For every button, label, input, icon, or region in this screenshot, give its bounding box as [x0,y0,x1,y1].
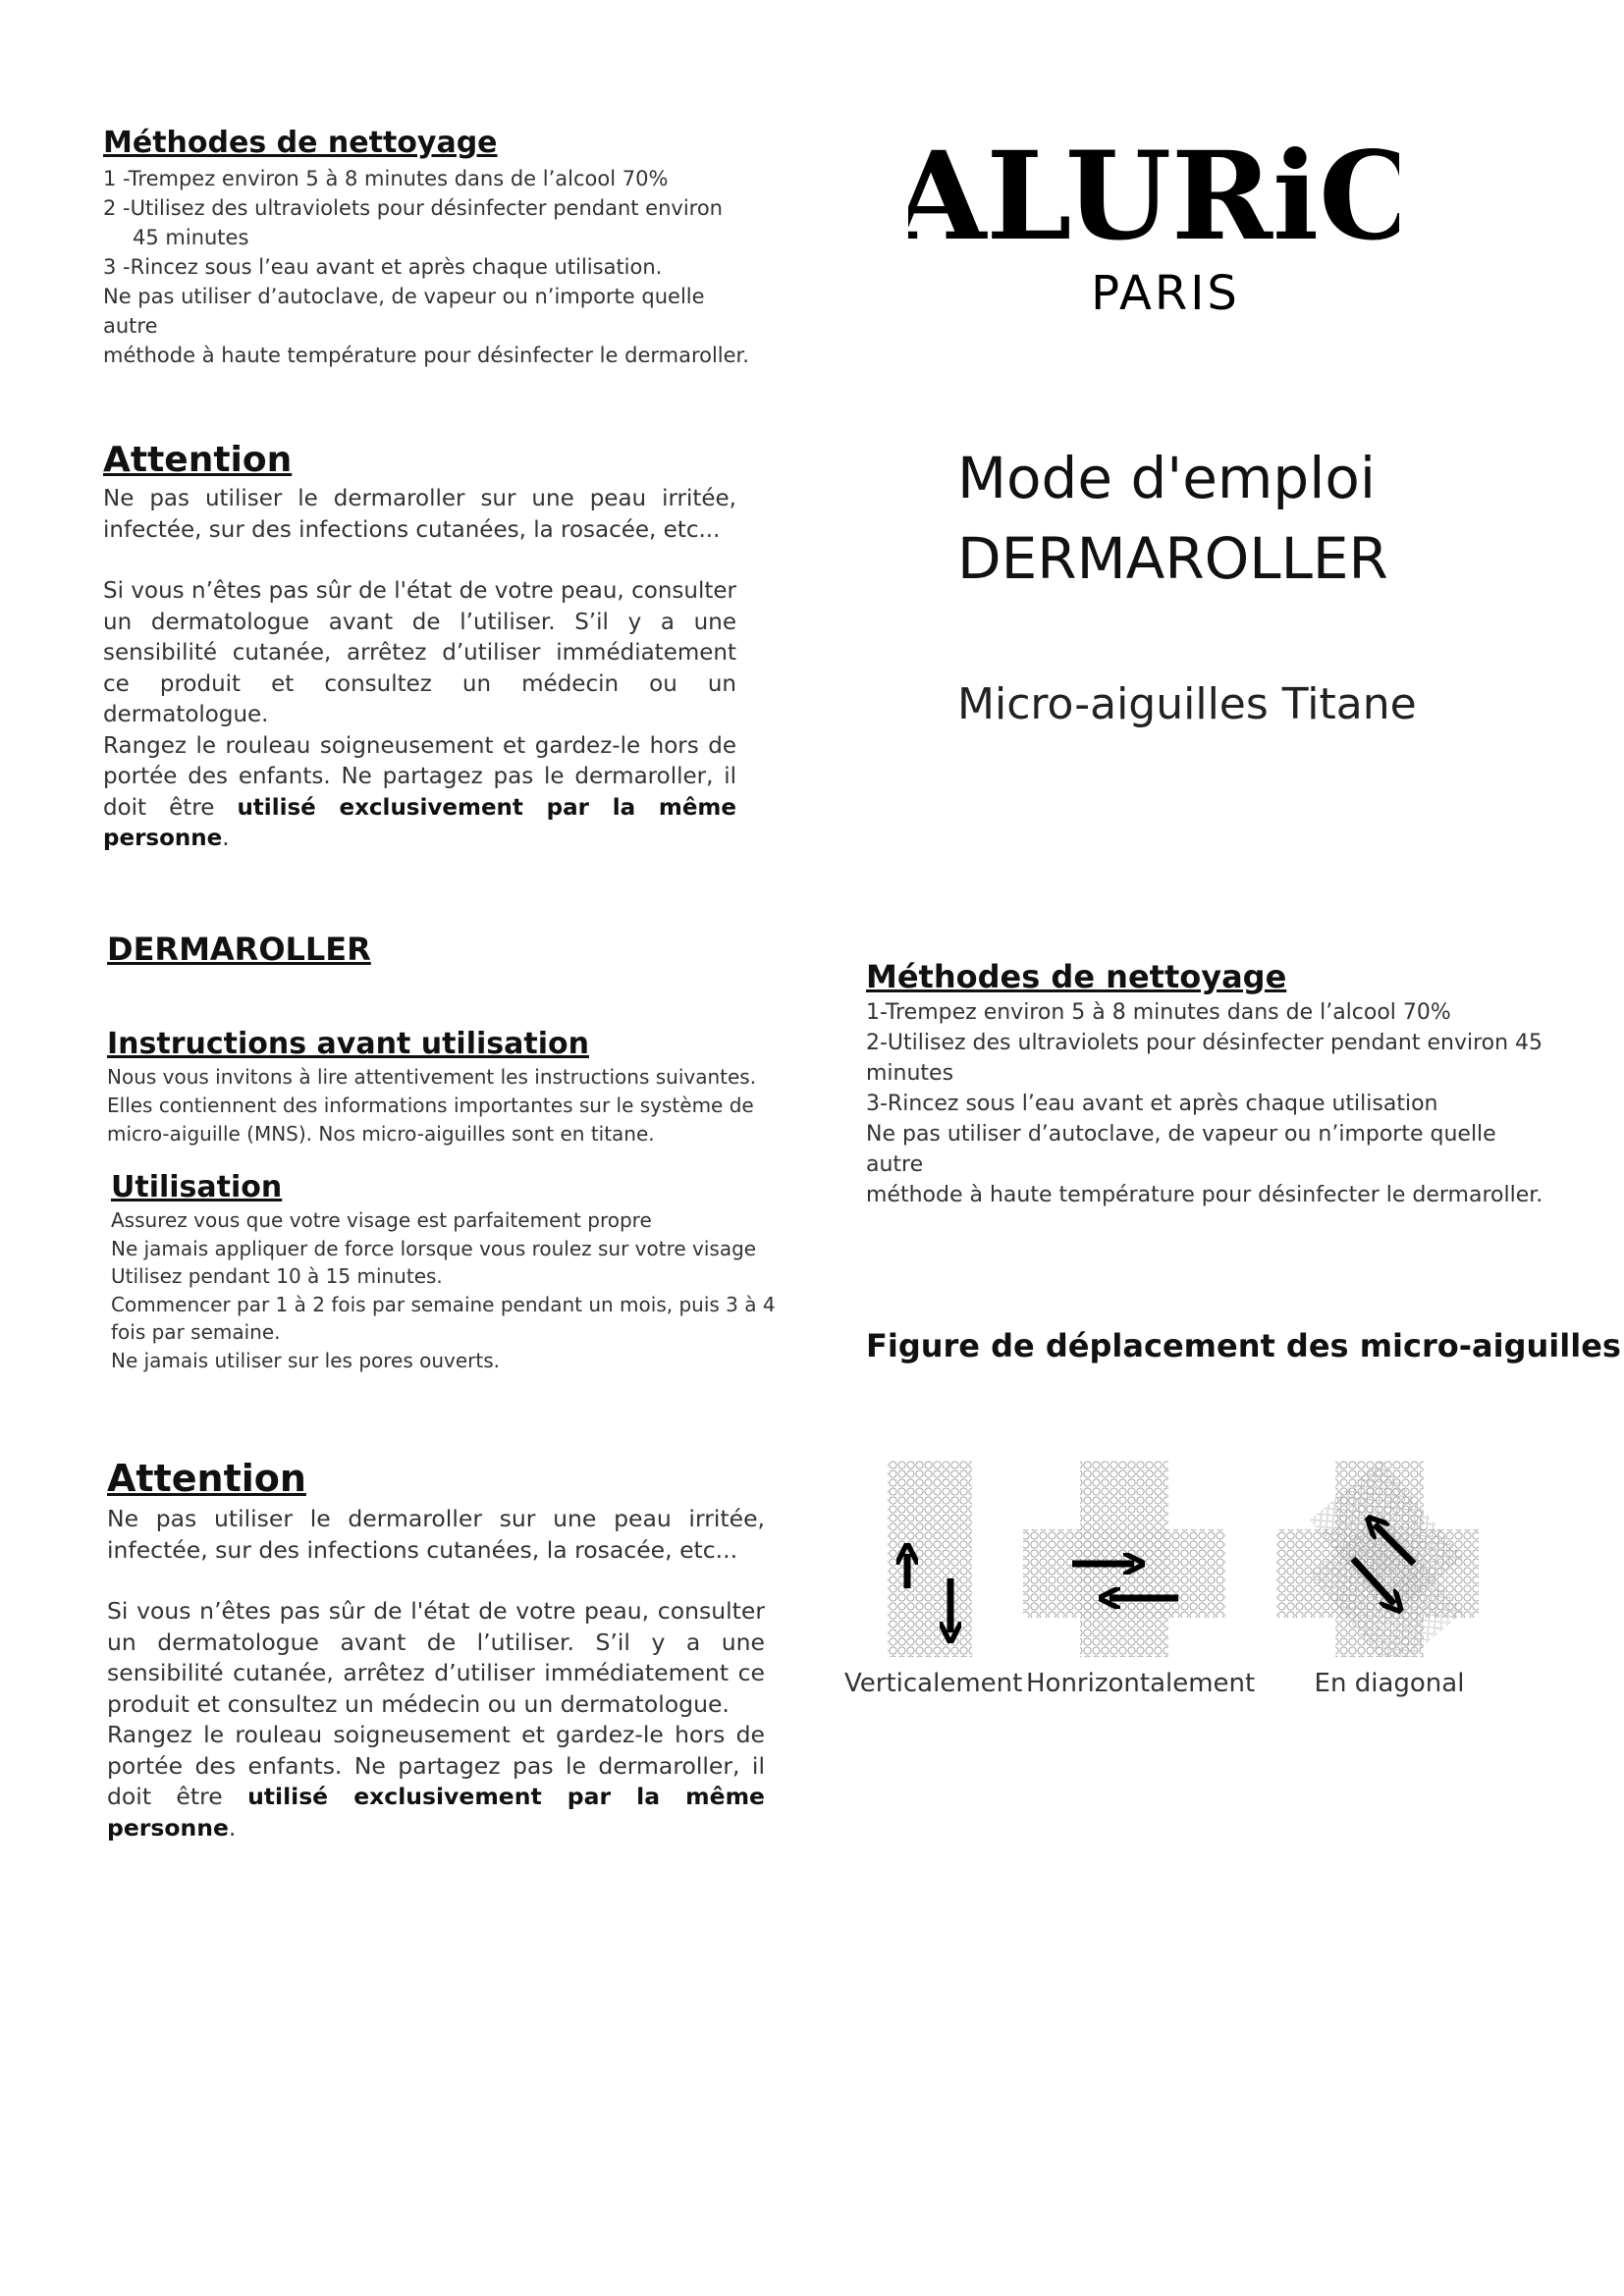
top-attention-paragraph: Si vous n’êtes pas sûr de l'état de votre peau, consulter un dermatologue avant de l’utiliser. S’il y a une sensibilité cutanée, arrêtez d’utiliser immédiatement ce produit et consultez un médecin ou un dermatologue. [103,578,736,727]
instructions-section [107,1027,775,1148]
top-cleaning-line: 2 -Utilisez des ultraviolets pour désinfecter pendant environ [103,196,723,220]
bottom-attention-paragraph: Rangez le rouleau soigneusement et gardez-le hors de portée des enfants. Ne partagez pas le dermaroller, il doit être utilisé exclusivement par la même personne. [107,1721,765,1842]
top-cleaning-line: Ne pas utiliser d’autoclave, de vapeur ou n’importe quelle autre [103,285,705,338]
figure-label-vertical: Verticalement [844,1669,1023,1698]
figure-label-horizontal: Honrizontalement [1026,1669,1256,1698]
top-cleaning-line: 1 -Trempez environ 5 à 8 minutes dans de l’alcool 70% [103,167,669,190]
logo-wordmark: ALURiC [908,126,1399,268]
instructions-line: Elles contiennent des informations importantes sur le système de [107,1094,754,1117]
instructions-line: micro-aiguille (MNS). Nos micro-aiguilles sont en titane. [107,1122,655,1146]
movement-figure-image [844,1461,1512,1657]
bottom-cleaning-heading: Méthodes de nettoyage [866,958,1287,995]
dermaroller-heading: DERMAROLLER [107,931,371,968]
bottom-cleaning-section [866,958,1553,1210]
top-attention-paragraph: Rangez le rouleau soigneusement et gardez-le hors de portée des enfants. Ne partagez pas le dermaroller, il doit être utilisé exclusivement par la même personne. [103,732,736,851]
top-attention-heading: Attention [103,440,293,480]
usage-heading: Utilisation [111,1170,283,1204]
bottom-cleaning-line: Ne pas utiliser d’autoclave, de vapeur ou n’importe quelle autre [866,1122,1496,1177]
top-cleaning-heading: Méthodes de nettoyage [103,126,498,160]
usage-line: Ne jamais utiliser sur les pores ouverts. [111,1348,501,1372]
bottom-attention-heading: Attention [107,1457,306,1500]
bottom-cleaning-line: 3-Rincez sous l’eau avant et après chaque utilisation [866,1092,1438,1116]
horizontal-arrows-icon [1023,1461,1225,1657]
aluric-logo [908,123,1399,319]
usage-line: Assurez vous que votre visage est parfaitement propre [111,1208,652,1232]
cover-title-line-2: DERMAROLLER [957,525,1388,592]
bottom-cleaning-line: 2-Utilisez des ultraviolets pour désinfecter pendant environ 45 [866,1031,1543,1055]
bottom-cleaning-line: 1-Trempez environ 5 à 8 minutes dans de l’alcool 70% [866,1000,1451,1025]
vertical-arrows-icon [888,1461,972,1657]
bottom-attention-section [107,1457,765,1843]
bottom-cleaning-line: minutes [866,1061,954,1086]
top-cleaning-section [103,126,751,370]
movement-figure [844,1461,1512,1716]
top-attention-paragraph: Ne pas utiliser le dermaroller sur une peau irritée, infectée, sur des infections cutanées, la rosacée, etc... [103,486,736,543]
usage-line: Ne jamais appliquer de force lorsque vous roulez sur votre visage [111,1236,757,1260]
top-cleaning-line: 3 -Rincez sous l’eau avant et après chaque utilisation. [103,255,663,279]
cover-subtitle: Micro-aiguilles Titane [957,679,1417,729]
cover-title-line-1: Mode d'emploi [957,445,1376,511]
usage-line: fois par semaine. [111,1320,281,1344]
dermaroller-section [107,931,775,968]
bottom-attention-paragraph: Ne pas utiliser le dermaroller sur une peau irritée, infectée, sur des infections cutanées, la rosacée, etc... [107,1505,765,1564]
top-cleaning-line: méthode à haute température pour désinfecter le dermaroller. [103,344,749,367]
instructions-heading: Instructions avant utilisation [107,1027,589,1061]
top-cleaning-line: 45 minutes [133,226,249,249]
figure-heading: Figure de déplacement des micro-aiguilles [866,1327,1621,1364]
bottom-cleaning-line: méthode à haute température pour désinfecter le dermaroller. [866,1183,1543,1207]
instructions-line: Nous vous invitons à lire attentivement les instructions suivantes. [107,1065,757,1089]
aluric-logo-image [908,123,1399,319]
figure-label-diagonal: En diagonal [1314,1669,1465,1698]
bottom-attention-paragraph: Si vous n’êtes pas sûr de l'état de votre peau, consulter un dermatologue avant de l’utiliser. S’il y a une sensibilité cutanée, arrêtez d’utiliser immédiatement ce produit et consultez un médecin ou un dermatologue. [107,1597,765,1718]
usage-line: Utilisez pendant 10 à 15 minutes. [111,1264,443,1288]
diagonal-arrows-icon [1276,1461,1479,1657]
cover-title-block [957,438,1507,729]
usage-line: Commencer par 1 à 2 fois par semaine pendant un mois, puis 3 à 4 [111,1292,776,1316]
usage-section [111,1170,779,1374]
logo-subtext: PARIS [1091,266,1240,319]
top-attention-section [103,440,736,855]
